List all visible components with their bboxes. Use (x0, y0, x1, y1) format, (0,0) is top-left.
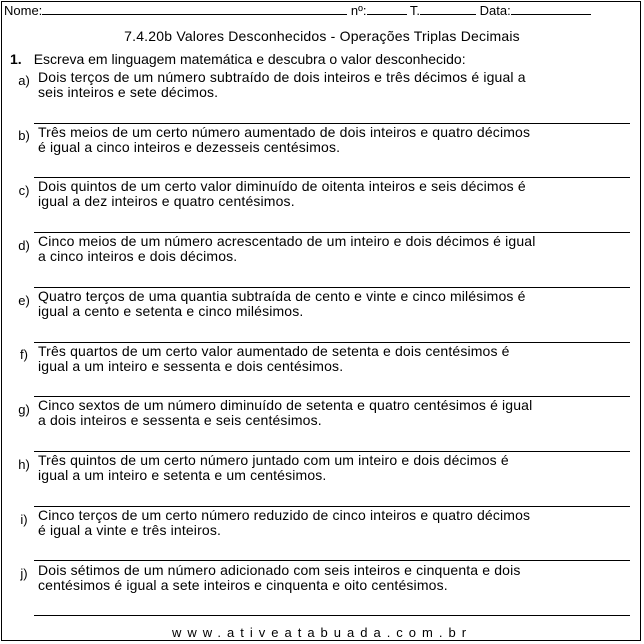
item-d-line2: a cinco inteiros e dois décimos. (38, 248, 238, 264)
item-label-h: h) (18, 457, 30, 472)
item-g-line2: a dois inteiros e sessenta e seis centésimos. (38, 412, 322, 428)
item-e-line2: igual a cento e setenta e cinco milésimos. (38, 303, 304, 319)
item-g-line1: Cinco sextos de um número diminuído de setenta e quatro centésimos é igual (38, 397, 533, 413)
item-c-line1: Dois quintos de um certo valor diminuído de oitenta inteiros e seis décimos é (38, 178, 526, 194)
class-blank (420, 2, 476, 15)
item-j-line1: Dois sétimos de um número adicionado com seis inteiros e cinquenta e dois (38, 562, 521, 578)
site-footer: www.ativeatabuada.com.br (171, 625, 473, 640)
item-label-e: e) (18, 293, 30, 308)
item-d-line1: Cinco meios de um número acrescentado de um inteiro e dois décimos é igual (38, 233, 536, 249)
item-label-j: j) (20, 566, 28, 581)
item-a-line2: seis inteiros e sete décimos. (38, 84, 219, 100)
date-label: Data: (479, 3, 511, 18)
page-title: 7.4.20b Valores Desconhecidos - Operações Triplas Decimais (124, 28, 520, 44)
item-c-line2: igual a dez inteiros e quatro centésimos. (38, 193, 295, 209)
item-f-line1: Três quartos de um certo valor aumentado de setenta e dois centésimos é (38, 343, 510, 359)
class-label: T. (409, 3, 421, 18)
item-label-c: c) (18, 183, 30, 198)
answer-line-i (34, 560, 630, 561)
item-a-line1: Dois terços de um número subtraído de dois inteiros e três décimos é igual a (38, 69, 526, 85)
instruction-text: Escreva em linguagem matemática e descubra o valor desconhecido: (33, 51, 466, 67)
item-h-line2: igual a um inteiro e setenta e um centésimos. (38, 467, 327, 483)
item-label-g: g) (18, 402, 30, 417)
name-label: Nome: (4, 3, 43, 18)
item-j-line2: centésimos é igual a sete inteiros e cinquenta e oito centésimos. (38, 577, 448, 593)
item-text-g (38, 398, 630, 428)
item-text-j (38, 563, 630, 593)
item-label-b: b) (18, 128, 30, 143)
item-label-f: f) (20, 347, 28, 362)
item-i-line2: é igual a vinte e três inteiros. (38, 522, 222, 538)
item-label-i: i) (20, 512, 28, 527)
item-f-line2: igual a um inteiro e sessenta e dois centésimos. (38, 358, 344, 374)
item-e-line1: Quatro terços de uma quantia subtraída de cento e vinte e cinco milésimos é (38, 288, 526, 304)
item-h-line1: Três quintos de um certo número juntado com um inteiro e dois décimos é (38, 452, 509, 468)
item-label-d: d) (18, 238, 30, 253)
student-header (4, 2, 591, 18)
item-text-f (38, 344, 630, 374)
item-text-d (38, 234, 630, 264)
item-text-h (38, 453, 630, 483)
answer-line-j (34, 615, 630, 616)
item-text-c (38, 179, 630, 209)
date-blank (511, 2, 591, 15)
item-text-b (38, 125, 630, 155)
item-b-line1: Três meios de um certo número aumentado de dois inteiros e quatro décimos (38, 124, 531, 140)
item-i-line1: Cinco terços de um certo número reduzido de cinco inteiros e quatro décimos (38, 507, 531, 523)
item-b-line2: é igual a cinco inteiros e dezesseis centésimos. (38, 139, 341, 155)
item-label-a: a) (18, 73, 30, 88)
number-label: nº: (350, 3, 367, 18)
question-instruction (10, 51, 466, 67)
name-blank (42, 2, 347, 15)
item-text-a (38, 70, 630, 100)
number-blank (367, 2, 407, 15)
item-text-e (38, 289, 630, 319)
question-number: 1. (10, 51, 22, 67)
item-text-i (38, 508, 630, 538)
